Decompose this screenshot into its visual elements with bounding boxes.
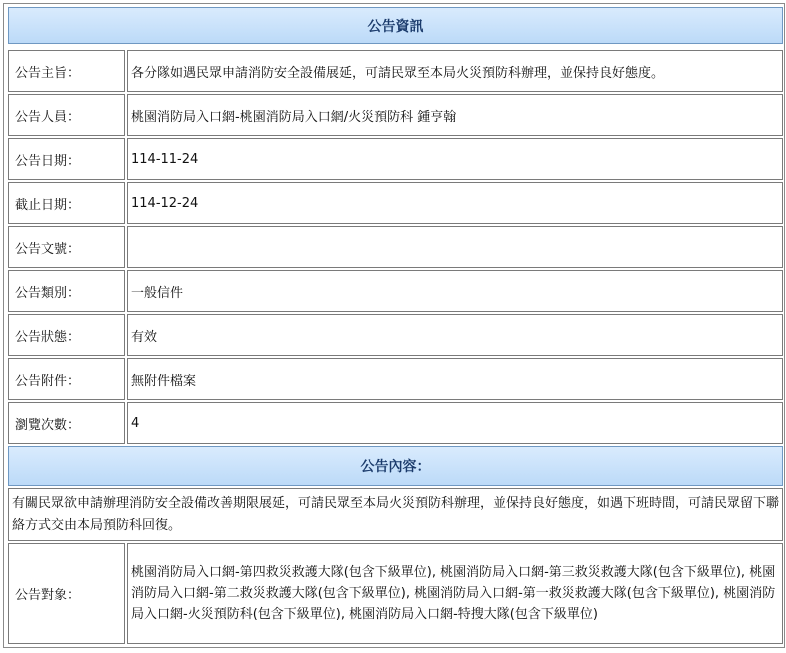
field-value: 桃園消防局入口網-第四救災救護大隊(包含下級單位), 桃園消防局入口網-第三救災救護大隊(包含下級單位), 桃園消防局入口網-第二救災救護大隊(包含下級單位), 桃園消防局入口網-第一救災救護大隊(包含下級單位), 桃園消防局入口網-火災預防科(包含下級單位), 桃園消防局入口網-特搜大隊(包含下級單位) — [127, 543, 783, 644]
field-value: 無附件檔案 — [127, 358, 783, 400]
info-header — [8, 7, 783, 44]
field-row-status — [8, 314, 783, 356]
field-row-attachment — [8, 358, 783, 400]
field-row-doc-number — [8, 226, 783, 268]
field-label: 截止日期： — [8, 182, 125, 224]
content-header — [8, 446, 783, 486]
field-value: 114-11-24 — [127, 138, 783, 180]
field-row-subject — [8, 50, 783, 92]
field-label: 公告日期： — [8, 138, 125, 180]
field-row-date — [8, 138, 783, 180]
field-value: 一般信件 — [127, 270, 783, 312]
field-label: 公告類別： — [8, 270, 125, 312]
field-row-category — [8, 270, 783, 312]
field-value: 114-12-24 — [127, 182, 783, 224]
info-header-title: 公告資訊 — [367, 18, 424, 35]
announcement-panel — [3, 3, 785, 648]
field-value: 有效 — [127, 314, 783, 356]
field-label: 公告對象： — [8, 543, 125, 644]
field-label: 公告主旨： — [8, 50, 125, 92]
field-label: 公告人員： — [8, 94, 125, 136]
field-value: 各分隊如遇民眾申請消防安全設備展延，可請民眾至本局火災預防科辦理，並保持良好態度。 — [127, 50, 783, 92]
field-row-author — [8, 94, 783, 136]
content-body: 有關民眾欲申請辦理消防安全設備改善期限展延，可請民眾至本局火災預防科辦理，並保持良好態度，如遇下班時間，可請民眾留下聯絡方式交由本局預防科回復。 — [8, 488, 783, 541]
field-label: 公告文號： — [8, 226, 125, 268]
field-value: 4 — [127, 402, 783, 444]
field-label: 公告狀態： — [8, 314, 125, 356]
field-value: 桃園消防局入口網-桃園消防局入口網/火災預防科 鍾亨翰 — [127, 94, 783, 136]
field-row-views — [8, 402, 783, 444]
field-row-target — [8, 543, 783, 644]
field-row-deadline — [8, 182, 783, 224]
content-header-title: 公告內容： — [360, 459, 431, 475]
field-label: 瀏覽次數： — [8, 402, 125, 444]
field-label: 公告附件： — [8, 358, 125, 400]
field-value — [127, 226, 783, 268]
